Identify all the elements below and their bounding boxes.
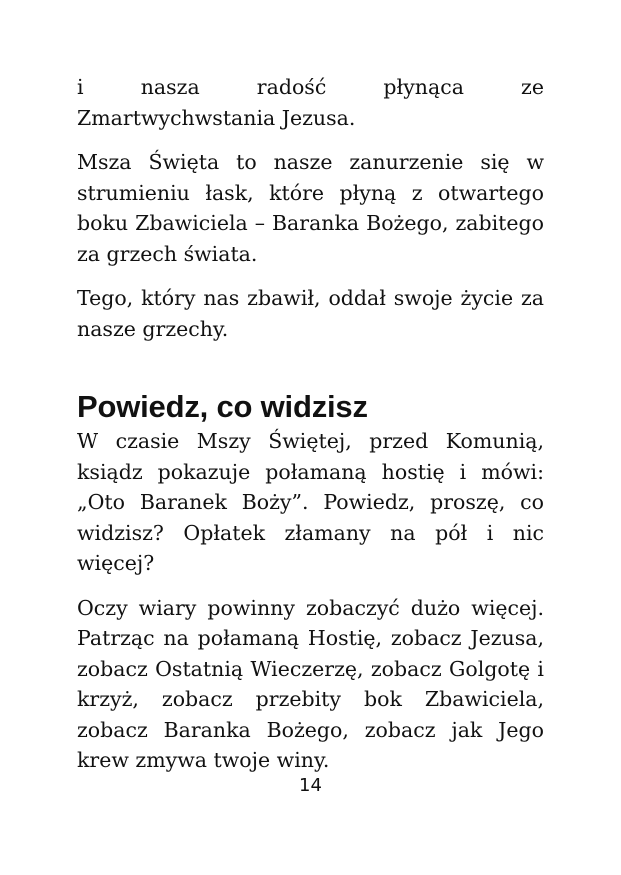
paragraph-2: Msza Święta to nasze zanurzenie się w strumieniu łask, które płyną z otwartego boku Zbawiciela – Baranka Bożego, zabitego za grzech świata.	[77, 150, 544, 266]
paragraph-3: Tego, który nas zbawił, oddał swoje życie za nasze grzechy.	[77, 286, 544, 341]
section-paragraph-2: Oczy wiary powinny zobaczyć dużo więcej. Patrząc na połamaną Hostię, zobacz Jezusa, zobacz Ostatnią Wieczerzę, zobacz Golgotę i krzyż, zobacz przebity bok Zbawiciela, zobacz Baranka Bożego, zobacz jak Jego krew zmywa twoje winy.	[77, 595, 544, 772]
page-number: 14	[299, 775, 322, 796]
section-heading: Powiedz, co widzisz	[77, 389, 368, 424]
paragraph-1: i nasza radość płynąca ze Zmartwychwstania Jezusa.	[77, 75, 544, 130]
page-content	[77, 72, 544, 776]
section-paragraph-1: W czasie Mszy Świętej, przed Komunią, ksiądz pokazuje połamaną hostię i mówi: „Oto Baranek Boży”. Powiedz, proszę, co widzisz? Opłatek złamany na pół i nic więcej?	[77, 429, 544, 575]
